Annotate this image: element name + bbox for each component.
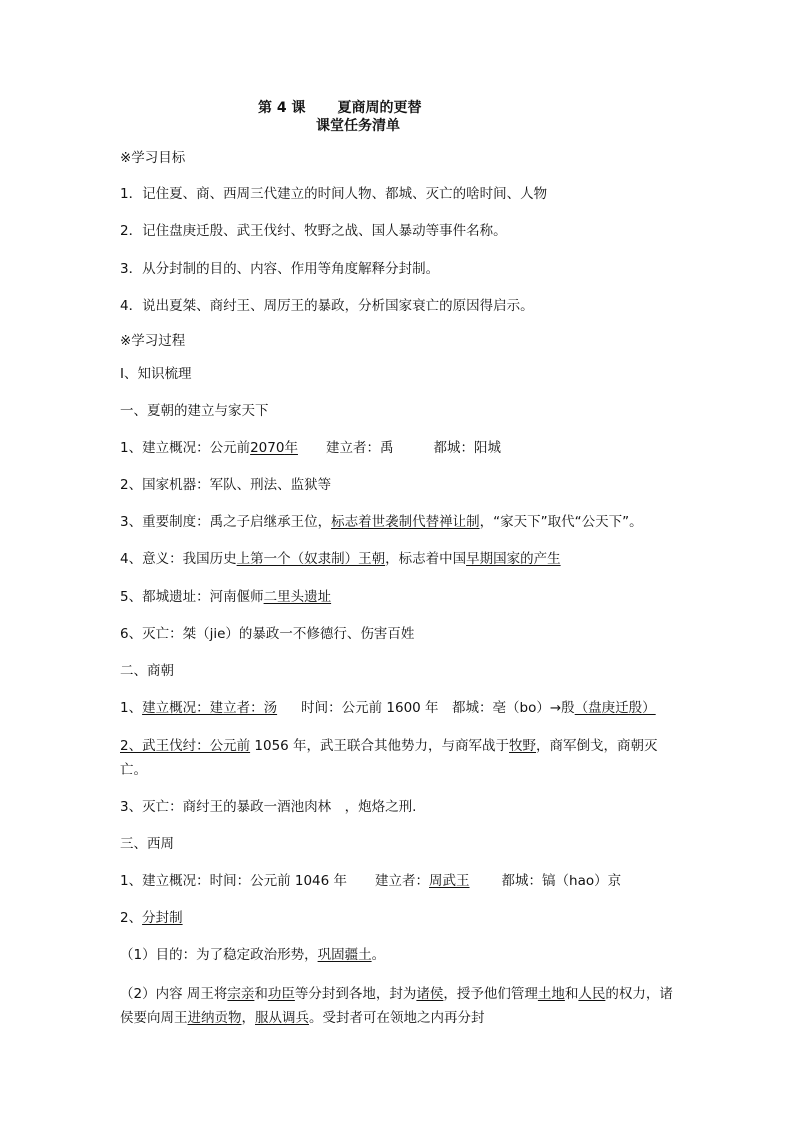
shang-line-1: 1、建立概况：建立者：汤 时间：公元前 1600 年 都城：亳（bo）→殷（盘庚迁殷）: [120, 700, 656, 716]
zhou-line-3: （1）目的：为了稳定政治形势，巩固疆土。: [120, 947, 386, 963]
shang-heading: 二、商朝: [120, 663, 174, 679]
zhou-heading: 三、西周: [120, 836, 174, 852]
goal-item-4: 4．说出夏桀、商纣王、周厉王的暴政，分析国家衰亡的原因得启示。: [120, 298, 534, 314]
goal-item-1: 1．记住夏、商、西周三代建立的时间人物、都城、灭亡的啥时间、人物: [120, 186, 548, 202]
zhou-line-1: 1、建立概况：时间：公元前 1046 年 建立者：周武王 都城：镐（hao）京: [120, 873, 622, 889]
xia-year: 2070: [250, 440, 285, 456]
zhou-line-2: 2、分封制: [120, 910, 183, 926]
process-heading: ※学习过程: [120, 333, 186, 349]
section-heading: Ⅰ、知识梳理: [120, 366, 192, 382]
lesson-topic: 夏商周的更替: [337, 100, 422, 116]
goals-heading: ※学习目标: [120, 150, 186, 166]
shang-line-2: 2、武王伐纣：公元前 1056 年，武王联合其他势力，与商军战于牧野，商军倒戈，商朝灭亡。: [120, 738, 658, 778]
xia-line-1: 1、建立概况：公元前2070年 建立者：禹 都城：阳城: [120, 440, 501, 456]
zhou-line-4: （2）内容 周王将宗亲和功臣等分封到各地，封为诸侯，授予他们管理土地和人民的权力，诸侯要向周王进纳贡物，服从调兵。受封者可在领地之内再分封: [120, 986, 673, 1026]
xia-heading: 一、夏朝的建立与家天下: [120, 403, 269, 419]
lesson-number: 第 4 课: [258, 100, 306, 116]
xia-line-3: 3、重要制度：禹之子启继承王位，标志着世袭制代替禅让制，“家天下”取代“公天下”。: [120, 514, 643, 530]
xia-line-6: 6、灭亡：桀（jie）的暴政一不修德行、伤害百姓: [120, 626, 415, 642]
goal-item-2: 2．记住盘庚迁殷、武王伐纣、牧野之战、国人暴动等事件名称。: [120, 223, 507, 239]
lesson-title: [258, 97, 422, 117]
lesson-subtitle: 课堂任务清单: [316, 118, 400, 134]
xia-line-4: 4、意义：我国历史上第一个（奴隶制）王朝，标志着中国早期国家的产生: [120, 551, 561, 567]
xia-line-2: 2、国家机器：军队、刑法、监狱等: [120, 477, 332, 493]
goal-item-3: 3．从分封制的目的、内容、作用等角度解释分封制。: [120, 261, 440, 277]
xia-line-5: 5、都城遗址：河南偃师二里头遗址: [120, 589, 332, 605]
shang-line-3: 3、灭亡：商纣王的暴政一酒池肉林 ，炮烙之刑.: [120, 799, 417, 815]
